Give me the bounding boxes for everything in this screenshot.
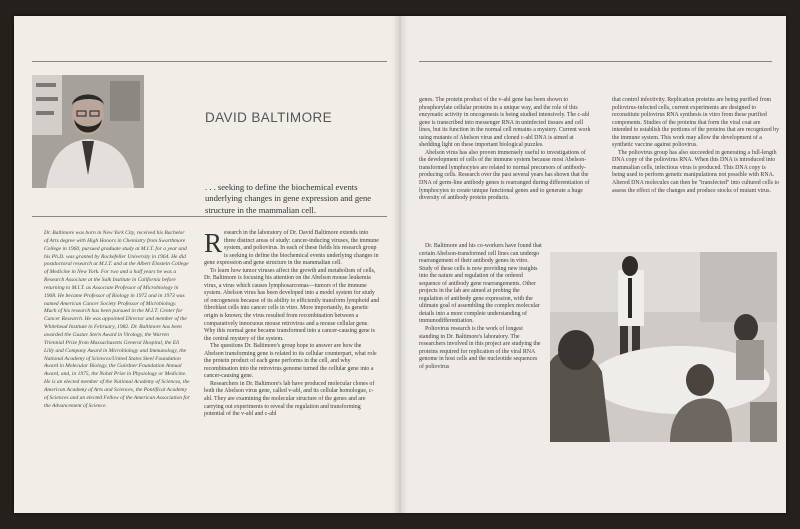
col2-paragraph-2: Abelson virus has also proven immensely useful to investigations of the development of cells of the immune system because most Abelson-transformed lymphocytes are related to normal precursors of antibody-producing cells. Research over the past several years has shown that the DNA of germ-line antibody genes is rearranged during differentiation of lymphocytes to create unique functional genes and to generate a huge diversity of antibody protein products.: [419, 149, 590, 202]
classroom-illustration: [550, 252, 777, 442]
page-title: DAVID BALTIMORE: [205, 110, 333, 125]
col1-paragraph-1: esearch in the laboratory of Dr. David Baltimore extends into three distinct areas of study: cancer-inducing viruses, the immune system, and poliovirus. In each of these fields his research group is seeking to define the biochemical events underlying changes in gene expression and gene structure in the mammalian cell.: [204, 230, 379, 267]
book-gutter: [392, 16, 408, 513]
article-column-2: [419, 97, 591, 203]
article-column-1: [204, 230, 380, 419]
col1-paragraph-3: The questions Dr. Baltimore's group hope to answer are how the Abelson transforming gene is related to its cellular counterpart, what role the protein product of each gene performs in the cell, and why recombination into the retrovirus genome turned the cellular gene into a cancer-causing gene.: [204, 343, 377, 380]
top-rule-left: [32, 61, 387, 62]
pull-quote: . . . seeking to define the biochemical events underlying changes in gene expression and gene structure in the mammalian cell.: [205, 182, 372, 215]
classroom-photo: [550, 252, 777, 442]
col2-paragraph-4: Poliovirus research is the work of longest standing in Dr. Baltimore's laboratory. The researchers involved in this project are studying the proteins required for replication of the viral RNA genome in host cells and the nucleotide sequences of poliovirus: [419, 326, 541, 370]
top-rule-right: [419, 61, 772, 62]
drop-cap: R: [204, 228, 223, 258]
col2-paragraph-3: Dr. Baltimore and his co-workers have found that certain Abelson-transformed cell lines can undergo rearrangement of their antibody genes in vitro. Study of these cells is now providing new insights into the nature and regulation of the ordered sequence of antibody gene rearrangements. Other projects in the lab are aimed at probing the regulation of antibody gene expression, with the ultimate goal of assembling the complex molecular details into a more complete understanding of immunodifferentiation.: [419, 243, 542, 325]
portrait-illustration: [32, 75, 144, 188]
portrait-photo: [32, 75, 144, 188]
article-column-3: [612, 97, 780, 195]
col3-paragraph-2: The poliovirus group has also succeeded in generating a full-length DNA copy of the poliovirus RNA. When this DNA is introduced into mammalian cells, infectious virus is produced. This DNA copy is being used to perform genetic manipulations not possible with RNA. Altered DNA molecules can then be "transfected" into cultured cells to assess the effect of the changes and produce stocks of mutant virus.: [612, 149, 780, 194]
article-column-2-lower: [419, 243, 542, 371]
col2-paragraph-1: genes. The protein product of the v-abl gene has been shown to phosphorylate cellular proteins in a unique way, and the role of this enzymatic activity in oncogenesis is being studied intensively. The c-abl gene is transcribed into messenger RNA in uninfected tissues and cell lines, but its function in the normal cell remains a mystery. Current work using mutants of Abelson virus and cloned c-abl DNA is aimed at shedding light on these important biological puzzles.: [419, 97, 591, 149]
biography-text: Dr. Baltimore was born in New York City, received his Bachelor of Arts degree with High Honors in Chemistry from Swarthmore College in 1960, pursued graduate study at M.I.T. for a year and his Ph.D. was granted by Rockefeller University in 1964. He did postdoctoral research at M.I.T. and at the Albert Einstein College of Medicine in New York. For two and a half years he was a Research Associate at the Salk Institute in California before returning to M.I.T. as Associate Professor of Microbiology in 1968. He became Professor of Biology in 1972 and in 1973 was named American Cancer Society Professor of Microbiology. Much of his research has been pursued in the M.I.T. Center for Cancer Research. He was appointed Director and member of the Whitehead Institute in February, 1982. Dr. Baltimore has been awarded the Gustav Stern Award in Virology, the Warren Triennial Prize from Massachusetts General Hospital, the Eli Lilly and Company Award in Microbiology and Immunology, the National Academy of Sciences/United States Steel Foundation Award in Molecular Biology, the Gairdner Foundation Annual Award, and, in 1975, the Nobel Prize in Physiology or Medicine. He is an elected member of the National Academy of Sciences, the American Academy of Arts and Sciences, the Pontifical Academy of Sciences and an elected Fellow of the American Association for the Advancement of Science.: [44, 230, 190, 409]
col1-paragraph-2: To learn how tumor viruses affect the growth and metabolism of cells, Dr. Baltimore is focusing his attention on the Abelson mouse leukemia virus, a virus which causes lymphosarcomas—tumors of the immune system. Abelson virus has been developed into a model system for study of oncogenesis because of its ability to efficiently transform lymphoid and fibroblast cells into cancer cells in vitro. More importantly, its genetic origin is known; the virus resulted from recombination between a comparatively innocuous mouse retrovirus and a mouse cellular gene. Why this normal gene became transformed into a cancer-causing gene is the central mystery of the system.: [204, 267, 380, 342]
col1-paragraph-4: Researchers in Dr. Baltimore's lab have produced molecular clones of both the Abelson virus gene, called v-abl, and its cellular homologue, c-abl. They are examining the molecular structure of the genes and are carrying out experiments to reveal the regulation and transforming potential of the v-abl and c-abl: [204, 380, 375, 418]
col3-paragraph-1: that control infectivity. Replication proteins are being purified from poliovirus-infected cells, current experiments are designed to reconstitute poliovirus RNA synthesis in vitro from these purified components. Studies of the proteins that form the viral coat are intended to establish the portions of the proteins that are recognized by the immune system. This work may allow the development of a synthetic vaccine against poliovirus.: [612, 97, 780, 149]
book-spread: [14, 16, 786, 513]
